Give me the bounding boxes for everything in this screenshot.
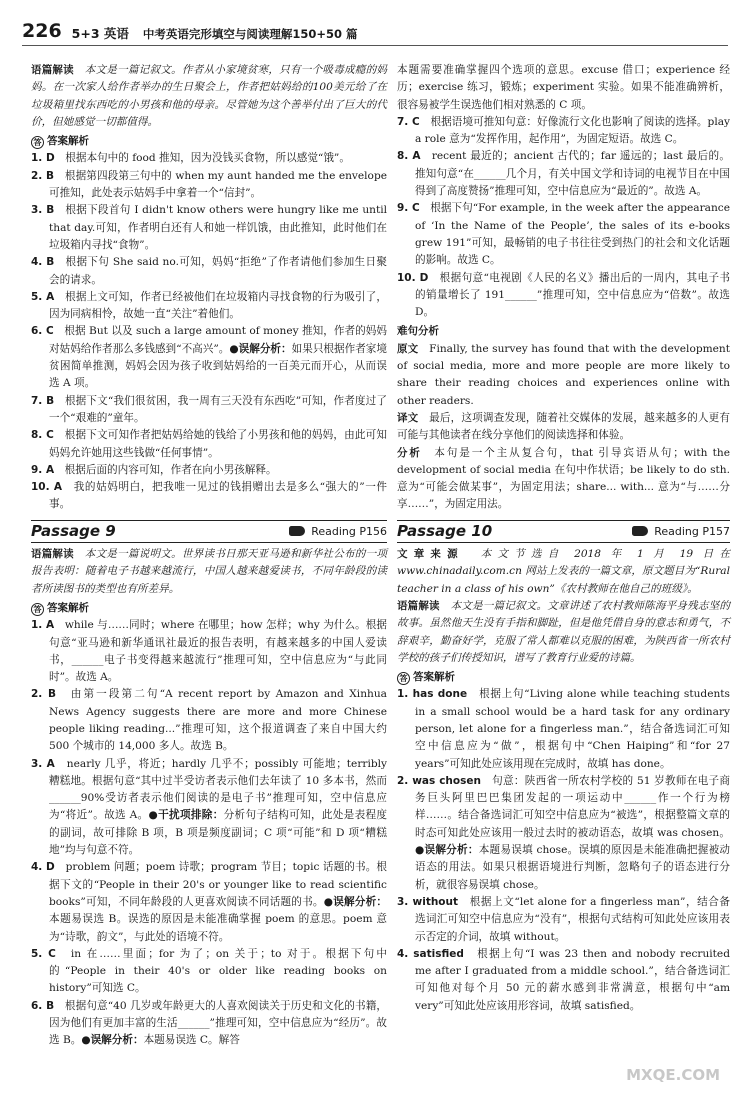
page-number: 226 — [22, 20, 62, 42]
answer-item: 2. B 根据第四段第三句中的 when my aunt handed me the envelope 可推知，此处表示姑妈手中拿着一个“信封”。 — [31, 169, 387, 200]
answer-item: 6. C 根据 But 以及 such a large amount of money 推知，作者的妈妈对姑妈给作者那么多钱感到“不高兴”。●误解分析：如果只根据作者家境贫困简单推测，妈妈会因为孩子收到姑妈给的一百美元而开心，从而误选 A 项。 — [31, 325, 388, 390]
source-paragraph: 文章来源 本文节选自 2018 年 1 月 19 日在 www.chinadaily.com.cn 网站上发表的一篇文章，原文题目为“Rural teacher in a class of his own”《农村教师在他自己的班级》。 — [397, 548, 731, 595]
tip-icon: ● — [323, 895, 334, 908]
answer-icon: 答 — [31, 603, 44, 616]
answer-item: 2. was chosen 句意：陕西省一所农村学校的 51 岁教师在电子商务巨头阿里巴巴集团发起的一项运动中______作一个行为榜样……。结合备选词汇可知空中信息应为“被选”，根据整篇文章的时态可知此处应该用一般过去时的被动语态，故填 was chosen。●误解分析：本题易误填 chose。误填的原因是未能准确把握被动语态的用法。如果只根据语境进行判断，忽略句子的语态进行分析，就很容易误填 chose。 — [397, 774, 731, 891]
intro-label: 语篇解读 — [31, 64, 74, 76]
answer-item: 4. B 根据下句 She said no.可知，妈妈“拒绝”了作者请他们参加生日聚会的请求。 — [31, 256, 387, 286]
passage-title: Passage 9 — [31, 521, 116, 540]
answer-item: 9. A 根据后面的内容可知，作者在向小男孩解释。 — [31, 463, 277, 476]
tip-icon: ● — [148, 809, 159, 822]
pointing-hand-icon — [632, 526, 648, 536]
answer-item: 10. A 我的姑妈明白，把我唯一见过的钱捐赠出去是多么“强大的”一件事。 — [31, 481, 387, 511]
tip-icon: ● — [415, 844, 425, 857]
answer-item: 1. has done 根据上句“Living alone while teaching students in a small school would be a hard task for any ordinary person, let alone for a fingerless man.”，结合备选词汇可知空中信息应为“做”，根据句中“Chen Haiping”和“for 27 years”可知此处应该用现在完成时，故填 has done。 — [397, 688, 730, 770]
answer-item: 8. C 根据下文可知作者把姑妈给她的钱给了小男孩和他的妈妈，由此可知妈妈允许她用这些钱做“任何事情”。 — [31, 429, 388, 459]
translation: 译文 最后，这项调查发现，随着社交媒体的发展，越来越多的人更有可能与其他读者在线分享他们的阅读选择和体验。 — [397, 411, 731, 442]
answer-item: 10. D 根据句意“电视剧《人民的名义》播出后的一周内，其电子书的销量增长了 191______”推理可知，空中信息应为“倍数”。故选 D。 — [397, 271, 730, 319]
reading-ref: Reading P157 — [632, 523, 730, 540]
intro-text: 本文是一篇记叙文。作者从小家境贫寒，只有一个吸毒成瘾的妈妈。在一次家人给作者举办的生日聚会上，作者把姑妈给的100美元给了在垃圾箱里找东西吃的小男孩和他的母亲。尽管她为这个善举付出了巨大的代价，但她感觉一切都值得。 — [31, 64, 388, 128]
answer-item: 7. C 根据语境可推知句意：好像流行文化也影响了阅读的选择。play a role 意为“发挥作用，起作用”，为固定短语。故选 C。 — [397, 115, 731, 146]
difficult-sentence-heading: 难句分析 — [397, 325, 439, 338]
answer-item: 2. B 由第一段第二句“A recent report by Amazon and Xinhua News Agency suggests there are more and more Chinese people liking reading...”推理可知，这个报道调查了来自中国大约 500 个城市的 14,000 多人。故选 B。 — [31, 688, 387, 753]
answer-item: 5. C in 在……里面；for 为了；on 关于；to 对于。根据下句中的“People in their 40's or older like reading books on history”可知选 C。 — [31, 947, 388, 995]
analysis: 分析 本句是一个主从复合句，that 引导宾语从句；with the development of social media 在句中作状语；be likely to do sth. 意为“可能会做某事”，为固定用法；share... with... 意为“与……分享……”，为固定用法。 — [397, 446, 731, 511]
answer-item: 3. B 根据下段首句 I didn't know others were hungry like me until that day.可知，作者明白还有人和她一样饥饿，由此推知，此时他们在垃圾箱内寻找“食物”。 — [31, 204, 388, 251]
passage-9-banner — [31, 520, 387, 543]
answer-item: 1. A while 与……同时；where 在哪里；how 怎样；why 为什么。根据句意“亚马逊和新华通讯社最近的报告表明，有越来越多的中国人爱读书，______电子书变得越来越流行”推理可知，空中信息应为“与此同时”。故选 A。 — [31, 619, 388, 684]
intro-paragraph — [31, 62, 387, 131]
brand-name: 5+3 英语 — [71, 26, 129, 41]
answer-item: 5. A 根据上文可知，作者已经被他们在垃圾箱内寻找食物的行为吸引了，因为同病相怜，故她一直“关注”着他们。 — [31, 290, 388, 321]
answers-heading: 答 答案解析 — [31, 600, 387, 617]
answer-item: 3. without 根据上文“let alone for a fingerless man”，结合备选词汇可知空中信息应为“没有”，根据句式结构可知此处应该用表示否定的介词，故填 without。 — [397, 895, 731, 943]
answer-item: 4. D problem 问题；poem 诗歌；program 节目；topic 话题的书。根据下文的“People in their 20's or younger like to read scientific books”可知，不同年龄段的人更喜欢阅读不同话题的书。●误解分析：本题易误选 B。误选的原因是未能准确掌握 poem 的意思。poem 意为“诗歌，韵文”，与此处的语境不符。 — [31, 861, 388, 943]
answer-item: 4. satisfied 根据上句“I was 23 then and nobody recruited me after I graduated from a middle school.”，结合备选词汇可知他对每个月 50 元的薪水感到非常满意，根据句中“am very”可知此处应该用形容词，故填 satisfied。 — [397, 947, 730, 1012]
answer-item: 3. A nearly 几乎，将近；hardly 几乎不；possibly 可能地；terribly 糟糕地。根据句意“其中过半受访者表示他们去年读了 10 多本书，然而______90%受访者表示他们阅读的是电子书”推理可知，空中信息应为“将近”。故选 A。●干扰项排除：分析句子结构可知，此处是表程度的副词，故可排除 B 项，B 项是频度副词；C 项“可能”和 D 项“糟糕地”均与句意不符。 — [31, 757, 388, 857]
book-title: 中考英语完形填空与阅读理解150+50 篇 — [142, 27, 358, 41]
answers-heading: 答 答案解析 — [397, 669, 730, 686]
answers-heading: 答 答案解析 — [31, 133, 387, 150]
intro-paragraph: 语篇解读 本文是一篇记叙文。文章讲述了农村教师陈海平身残志坚的故事。虽然他天生没有手指和脚趾，但是他凭借自身的意志和勇气，不辞艰辛，勤奋好学，克服了常人都难以克服的困难，为陕西省一所农村学校的孩子们传授知识，谱写了教育行业爱的诗篇。 — [397, 599, 731, 664]
answer-icon: 答 — [397, 672, 410, 685]
tip-icon: ● — [81, 1034, 91, 1047]
page-header — [22, 6, 728, 46]
answer-item: 6. B 根据句意“40 几岁或年龄更大的人喜欢阅读关于历史和文化的书籍，因为他们有更加丰富的生活______”推理可知，空中信息应为“经历”。故选 B。●误解分析：本题易误选 C。解答 — [31, 999, 387, 1047]
right-column — [397, 62, 730, 1015]
passage-title: Passage 10 — [397, 521, 493, 540]
continued-text: 本题需要准确掌握四个选项的意思。excuse 借口；experience 经历；exercise 练习，锻炼；experiment 实验。如果不能准确辨析，很容易被学生误选他们相对熟悉的 C 项。 — [397, 64, 730, 111]
pointing-hand-icon — [289, 526, 305, 536]
watermark: MXQE.COM — [626, 1066, 720, 1084]
answer-item: 7. B 根据下文“我们很贫困，我一周有三天没有东西吃”可知，作者度过了一个“艰难的”童年。 — [31, 394, 387, 424]
passage-10-banner — [397, 520, 730, 543]
tip-icon: ● — [229, 342, 239, 355]
answer-icon: 答 — [31, 136, 44, 149]
left-column — [31, 62, 387, 1050]
reading-ref: Reading P156 — [289, 523, 387, 540]
answer-item: 1. D 根据本句中的 food 推知，因为没钱买食物，所以感觉“饿”。 — [31, 152, 350, 165]
intro-paragraph: 语篇解读 本文是一篇说明文。世界读书日那天亚马逊和新华社公布的一项报告表明：随着电子书越来越流行，中国人越来越爱读书，不同年龄段的读者所读图书的类型也有所差异。 — [31, 548, 388, 595]
answer-item: 9. C 根据下句“For example, in the week after the appearance of ‘In the Name of the People’, the sales of its e-books grew 191”可知，最畅销的电子书往往受到热门的社会和文化话题的影响。故选 C。 — [397, 202, 731, 267]
original-sentence: 原文 Finally, the survey has found that with the development of social media, more and more people are more likely to share their reading choices and experiences online with other readers. — [397, 342, 730, 407]
answer-item: 8. A recent 最近的；ancient 古代的；far 遥远的；last 最后的。推知句意“在______几个月，有关中国文学和诗词的电视节目在中国得到了高度赞扬”推理可知，空中信息应为“最近的”。故选 A。 — [397, 150, 731, 198]
